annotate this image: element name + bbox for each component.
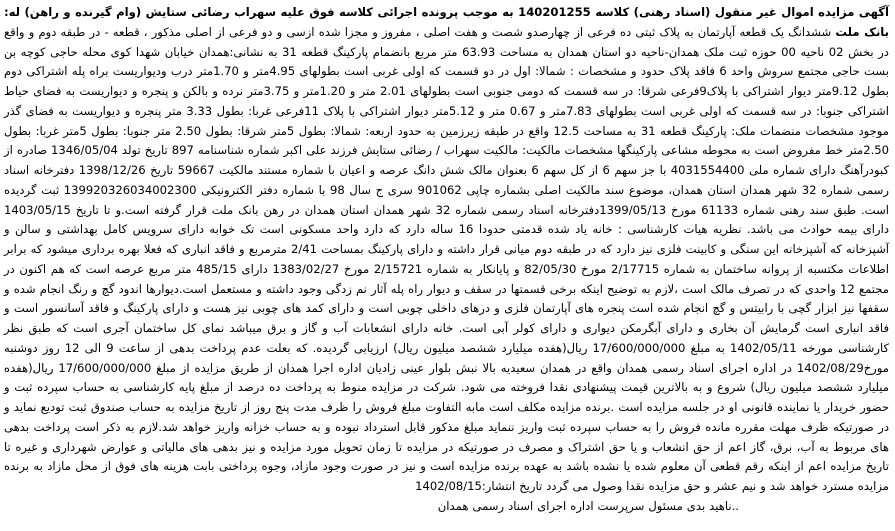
notice-signature: ..ناهید بدی مسئول سرپرست اداره اجرای اسناد رسمی همدان [437, 498, 739, 513]
auction-notice [4, 3, 889, 517]
notice-body: ششدانگ یک قطعه آپارتمان به پلاک ثبتی ده فرعی از چهارصدو شصت و هفت اصلی ، مفروز و مجزا شده ازسی و دو فرعی از اصلی مذکور ، قطعه - در طبقه دوم و واقع در بخش 02 ناحیه 00 حوزه ثبت ملک همدان-ناحیه دو استان همدان به مساحت 63.93 متر مربع بانضمام پارکینگ قطعه 31 به نشانی:همدان خیابان شهدا کوی محله حاجی کوچه بن بست حاجی مجتمع سروش واحد 6 فاقد پلاک حدود و مشخصات : شمالا: اول در دو قسمت که اولی غربی است بطولهای 4.95متر و 1.70متر درب ودیواریست براه پله اشتراکی دوم بطول 9.12متر دیوار اشتراکی با پلاک9فرعی شرقا: در سه قسمت که دومی جنوبی است بطولهای 2.01 متر و 1.20متر و 3.75متر نرده و بالکن و پنجره و دیواریست به فضای حیاط اشتراکی جنوبا: در سه قسمت که اولی غربی است بطولهای 7.83متر و 0.67 متر و 5.12متر دیوار اشتراکی با پلاک 11فرعی غربا: بطول 3.33 متر پنجره و دیواریست به فضای گذر موجود مشخصات منضمات ملک: پارکینگ قطعه 31 به مساحت 12.5 واقع در طبقه زیرزمین به حدود اربعه: شمالا: بطول 5متر شرقا: بطول 2.50 متر جنوبا: بطول 5متر غربا: بطول 2.50متر خط مفروض است به محوطه مشاعی پارکینگها مشخصات مالکیت: مالکیت سهراب / رضائی ستایش فرزند علی اکبر شماره شناسنامه 897 تاریخ تولد 1346/05/04 صادره از کبودرآهنگ دارای شماره ملی 4031554400 با جز سهم 6 از کل سهم 6 بعنوان مالک شش دانگ عرصه و اعیان با شماره مستند مالکیت 59667 تاریخ 1398/12/26 دفترخانه اسناد رسمی شماره 32 شهر همدان استان همدان، موضوع سند مالکیت اصلی بشماره چاپی 901062 سری ج سال 98 با شماره دفتر الکترونیکی 139920326034002300 ثبت گردیده است. طبق سند رهنی شماره 61133 مورخ 1399/05/13دفترخانه اسناد رسمی شماره 32 شهر همدان استان همدان در رهن بانک ملت قرار گرفته است.و تا تاریخ 1403/05/15 دارای بیمه حوادث می باشد. نظریه هیات کارشناسی : خانه یاد شده قدمتی حدودا 16 ساله دارد که دارد واحد مسکونی است تک خوابه دارای سرویس کامل بهداشتی و سالن و آشپزخانه که آشپزخانه این سنگی و کابینت فلزی نیز دارد که در طبقه دوم میانی قرار داشته و دارای پارکینگ بمساحت 2/41 مترمربع و فاقد انباری که فعلا بهره برداری میشود که برابر اطلاعات مکتسبه از پروانه ساختمان به شماره 2/17715 مورخ 82/05/30 و پایانکار به شماره 2/15721 مورخ 1383/02/27 دارای 485/15 متر مربع عرصه است که هم اکنون در مجتمع 12 واحدی که در تصرف مالک است ،لازم به توضیح اینکه برخی قسمتها در سقف و دیوار راه پله آثار نم زدگی وجود داشته و مستعمل است.دیوارها اندود گچ و رنگ انجام شده و سقفها نیز ابزار گچی با رابیتس و گچ انجام شده است پنجره های آپارتمان فلزی و درهای داخلی چوبی است و دارای کمد های چوبی نیز هست و دارای پارکینگ و فاقد آسانسور است و فاقد انباری است گرمایش آن بخاری و دارای آبگرمکن دیواری و دارای کولر آبی است. خانه دارای انشعابات آب و گاز و برق میباشد نمای کل ساختمان آجری است که طبق نظر کارشناسی مورخه 1402/05/11 به مبلغ 17/600/000/000 ریال(هفده میلیارد ششصد میلیون ریال) ارزیابی گردیده. که بعلت عدم پرداخت بدهی از ساعت 9 الی 12 روز دوشنبه مورخ1402/08/29 در اداره اجرای اسناد رسمی همدان واقع در همدان سعیدیه بالا نبش بلوار عینی زادیان اداره اجرا همدان از طریق مزایده از مبلغ 17/600/000/000 ریال(هفده میلیارد ششصد میلیون ریال) شروع و به بالاترین قیمت پیشنهادی نقدا فروخته می شود. شرکت در مزایده منوط به پرداخت ده درصد از مبلغ پایه کارشناسی به حساب سپرده ثبت و حضور خریدار یا نماینده قانونی او در جلسه مزایده است .برنده مزایده مکلف است مابه التفاوت مبلغ فروش را ظرف مدت پنج روز از تاریخ مزایده به حساب صندوق ثبت تودیع نماید و در صورتیکه ظرف مهلت مقرره مانده فروش را به حساب سپرده ثبت واریز ننماید مبلغ مذکور قابل استرداد نبوده و به حساب خزانه واریز خواهد شد.لازم به ذکر است پرداخت بدهی های مربوط به آب، برق، گاز اعم از حق انشعاب و یا حق اشتراک و مصرف در صورتیکه در مزایده تا زمان تحویل مورد مزایده و نیز بدهی های مالیاتی و عوارض شهرداری و غیره تا تاریخ مزایده اعم از اینکه رقم قطعی آن معلوم شده یا نشده باشد به عهده برنده مزایده است و نیز در صورت وجود مازاد، وجوه پرداختی بابت هزینه های فوق از محل مازاد به برنده مزایده مسترد خواهد شد و نیم عشر و حق مزایده نقدا وصول می گردد تاریخ انتشار:1402/08/15 [4, 24, 890, 493]
notice-title: آگهی مزایده اموال غیر منقول (اسناد رهنی) کلاسه 140201255 به موجب پرونده اجرائی کلاسه فوق علیه سهراب رضائی ستایش (وام گیرنده و راهن) له: بانک ملت [4, 5, 890, 39]
